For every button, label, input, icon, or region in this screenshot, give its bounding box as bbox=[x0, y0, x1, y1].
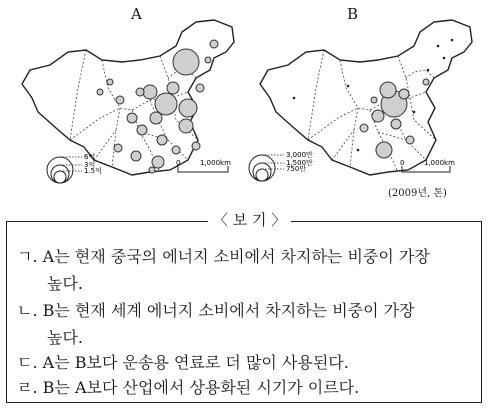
circle-b bbox=[423, 79, 429, 85]
option-marker: ㄹ. bbox=[17, 378, 38, 397]
option-marker: ㄱ. bbox=[17, 247, 38, 266]
option-continuation: 높다. bbox=[47, 274, 83, 293]
circle-a bbox=[97, 89, 103, 95]
svg-text:0: 0 bbox=[400, 159, 405, 167]
option-continuation: 높다. bbox=[47, 328, 83, 347]
circle-a bbox=[152, 156, 164, 168]
option-item bbox=[17, 298, 415, 321]
options-box-title: 〈 보 기 〉 bbox=[208, 209, 291, 230]
circle-b bbox=[391, 119, 401, 129]
circle-a bbox=[157, 135, 167, 145]
option-item bbox=[17, 350, 349, 373]
map-a bbox=[0, 0, 240, 200]
circle-a bbox=[196, 84, 204, 92]
circle-a bbox=[114, 144, 122, 152]
option-item bbox=[17, 244, 430, 267]
circle-b bbox=[380, 82, 396, 98]
legend-a-1-5: 1.5억 bbox=[84, 167, 102, 175]
circle-a bbox=[179, 119, 193, 133]
circle-a bbox=[172, 146, 180, 154]
option-item bbox=[17, 375, 359, 398]
circle-b bbox=[376, 142, 392, 158]
scale-b-label: 1,000km bbox=[424, 159, 455, 167]
option-marker: ㄴ. bbox=[17, 301, 38, 320]
map-b-dots bbox=[293, 39, 454, 152]
circle-a bbox=[173, 49, 199, 75]
map-b bbox=[238, 0, 478, 200]
legend-b-750: 750만 bbox=[286, 165, 307, 173]
circle-b bbox=[372, 110, 384, 122]
legend-a-6: 6억 bbox=[84, 153, 96, 161]
map-b-legend bbox=[249, 155, 275, 181]
circle-a bbox=[192, 142, 200, 150]
source-note: (2009년, 톤) bbox=[388, 188, 447, 199]
option-marker: ㄷ. bbox=[17, 353, 38, 372]
circle-b bbox=[360, 124, 368, 132]
circle-a bbox=[149, 167, 155, 173]
circle-a bbox=[131, 151, 141, 161]
circle-a bbox=[116, 96, 124, 104]
circle-a bbox=[179, 99, 197, 117]
circle-a bbox=[107, 79, 113, 85]
map-a-circles bbox=[97, 40, 218, 173]
option-text: A는 B보다 운송용 연료로 더 많이 사용된다. bbox=[42, 353, 349, 372]
option-text: B는 현재 세계 에너지 소비에서 차지하는 비중이 가장 bbox=[42, 301, 415, 320]
circle-a bbox=[155, 93, 177, 115]
circle-b bbox=[399, 89, 409, 99]
map-b-title: B bbox=[347, 5, 359, 23]
circle-b bbox=[406, 136, 414, 144]
legend-b-1500: 1,500만 bbox=[286, 159, 313, 167]
map-a-title: A bbox=[131, 5, 142, 23]
circle-a bbox=[137, 125, 147, 135]
circle-a bbox=[205, 57, 211, 63]
china-outline-a bbox=[22, 20, 234, 175]
circle-a bbox=[143, 85, 157, 99]
circle-a bbox=[210, 40, 218, 48]
circle-a bbox=[136, 88, 144, 96]
option-text: A는 현재 중국의 에너지 소비에서 차지하는 비중이 가장 bbox=[42, 247, 430, 266]
map-b-circles bbox=[360, 79, 429, 158]
svg-text:0: 0 bbox=[176, 159, 181, 167]
legend-a-3: 3억 bbox=[84, 161, 96, 169]
option-text: B는 A보다 산업에서 상용화된 시기가 이르다. bbox=[42, 378, 360, 397]
scale-a-label: 1,000km bbox=[200, 159, 231, 167]
circle-a bbox=[167, 82, 179, 94]
circle-b bbox=[371, 97, 377, 103]
circle-a bbox=[127, 113, 137, 123]
map-a-legend bbox=[47, 157, 73, 183]
circle-a bbox=[150, 112, 162, 124]
legend-b-3000: 3,000만 bbox=[286, 151, 313, 159]
